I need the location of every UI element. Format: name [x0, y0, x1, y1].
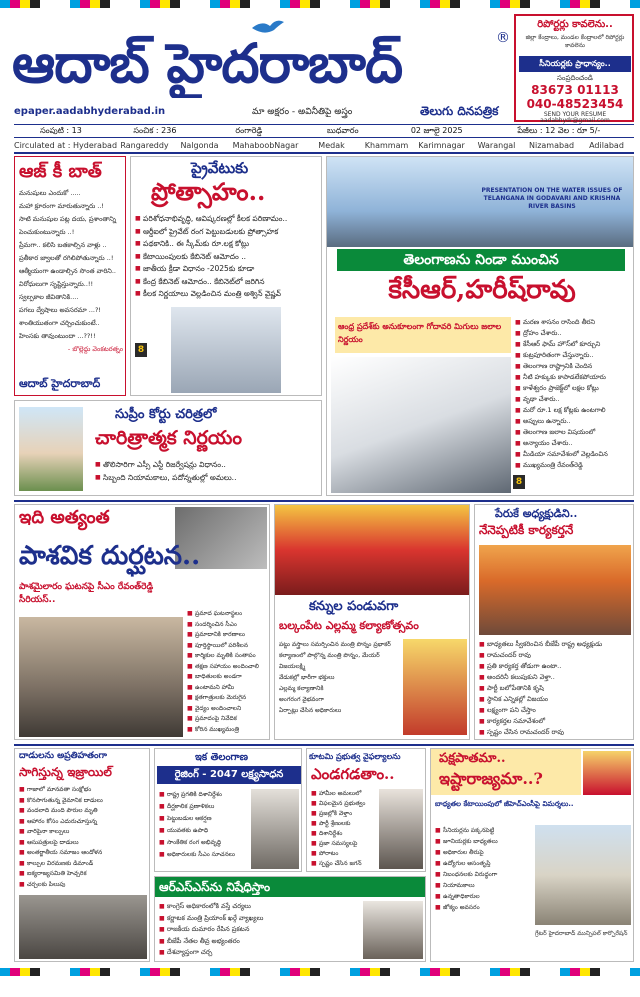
rising-kicker: ఇక తెలంగాణ — [195, 752, 249, 763]
edition-item: Circulated at : Hyderabad — [14, 141, 118, 150]
bullet: ■ రాష్ట్ర ప్రగతికి దిశానిర్దేశం — [159, 789, 249, 801]
festival-photo-2 — [403, 639, 467, 735]
bullet: ■ ప్రజల్లోకి వెళ్తాం — [311, 809, 377, 819]
ad-phone-1: 83673 01113 — [531, 83, 619, 97]
bullet: ■ పోరాటం — [311, 849, 377, 859]
bullet: ■ కార్యకర్తల సమావేశంలో — [479, 716, 631, 727]
bullet: ■ పరిశోధనాభివృద్ధి, ఆవిష్కరణల్లో కీలక పరిణామం.. — [135, 213, 319, 226]
telangana-headline: కేసీఆర్,హరీష్‌రావు — [388, 275, 576, 305]
bullet: ■ ఉన్నతాధికారుల — [435, 891, 531, 902]
bullet: ■ స్థానిక ఎన్నికల్లో విజయం — [479, 694, 631, 705]
bullet: ■ జూనియర్లకు బాధ్యతలు — [435, 836, 531, 847]
gaza-photo — [19, 895, 147, 959]
recruitment-ad — [514, 14, 634, 122]
israel-headline: సాగిస్తున్న ఇజ్రాయిల్ — [19, 765, 112, 779]
bullet: ■ ద్రోహం చేశారు.. — [515, 328, 633, 339]
epaper-url[interactable]: epaper.aadabhyderabad.in — [14, 106, 166, 117]
bullet: ■ క్షతగాత్రులకు మెరుగైన — [187, 693, 269, 704]
tragedy-story — [14, 504, 270, 740]
ad-band: సీనియర్లకు ప్రాధాన్యం.. — [519, 56, 631, 72]
bullet: ■ నిబంధనలకు విరుద్ధంగా — [435, 869, 531, 880]
masthead-title: ఆదాబ్ హైదరాబాద్ — [12, 31, 403, 95]
bullet: ■ కోరిన ముఖ్యమంత్రి — [187, 725, 269, 736]
column-line: విరోధులుగా సృష్టిస్తున్నారు..!! — [19, 280, 94, 288]
bullet: ■ కాళేశ్వరం ప్రాజెక్ట్‌లో లక్షల కోట్లు — [515, 383, 633, 394]
festival-headline: బల్కంపేట ఎల్లమ్మ కల్యాణోత్సవం — [279, 619, 419, 632]
bullet: ■ ప్రమాదానికి కారణాలు — [187, 630, 269, 641]
partiality-kicker: పక్షపాతమా.. — [439, 751, 506, 766]
israel-bullets — [19, 785, 147, 890]
bullet: ■ చర్చలకు పిలుపు — [19, 880, 147, 891]
edition-item: Khammam — [364, 141, 409, 150]
partiality-headline: ఇష్టారాజ్యమా..? — [439, 769, 543, 788]
bullet: ■ కొనసాగుతున్న వైమానిక దాడులు — [19, 796, 147, 807]
bullet: ■ తెలంగాణ రాష్ట్రానికి చెందిన — [515, 361, 633, 372]
date: 02 జూలై 2025 — [410, 125, 463, 135]
column-line: ప్రతీకార జ్వాలతో రగిలిపోతున్నారు ..! — [19, 254, 114, 262]
bullet: ■ రామచందర్ రావు — [479, 650, 631, 661]
israel-kicker: దాడులను అప్రతిహతంగా — [19, 751, 107, 761]
bullet: ■ దీర్ఘకాలిక ప్రణాళికలు — [159, 801, 249, 813]
tragedy-headline: పాశవిక దుర్ఘటన.. — [19, 541, 201, 571]
bjp-kicker: పేరుకే అధ్యక్షుడిని.. — [495, 507, 578, 520]
bullet: ■ పెట్టుబడుల ఆకర్షణ — [159, 813, 249, 825]
tragedy-subhead: పాశమైలారం ఘటనపై సీఎం రేవంత్‌రెడ్డి సీరియస్.. — [19, 582, 154, 605]
telangana-kicker: తెలంగాణను నిండా ముంచిన — [403, 252, 559, 268]
bullet: ■ మరణ శాసనం రాసింది తీరని — [515, 317, 633, 328]
registered-mark: ® — [496, 30, 510, 46]
column-line: ప్రేమగా.. కలిసి బతకాల్సిన వాళ్లు .. — [19, 241, 107, 249]
bullet: ■ పార్టీ శ్రేణులకు — [311, 819, 377, 829]
bullet: ■ ముఖ్యమంత్రి రేవంత్‌రెడ్డి — [515, 460, 633, 471]
bullet: ■ కర్ణాటక మంత్రి ప్రియాంక్ ఖర్గే వ్యాఖ్యలు — [159, 913, 359, 925]
bullet: ■ పథకానికి.. ఈ స్కీమ్‌కు రూ.లక్ష కోట్లు — [135, 238, 319, 251]
private-sector-story — [130, 156, 322, 396]
leader-photo — [379, 789, 423, 869]
bullet: ■ కాల్పుల విరమణకు డిమాండ్ — [19, 859, 147, 870]
private-bullets — [135, 213, 319, 301]
festival-photo — [275, 505, 470, 595]
minister-photo — [171, 307, 281, 393]
ad-send-resume: SEND YOUR RESUME — [543, 111, 607, 118]
bullet: ■ ఉంటామని హామీ — [187, 683, 269, 694]
bullet: ■ కీలక నిర్ణయాలు వెల్లడించిన మంత్రి అశ్విన్ వైష్ణవ్ — [135, 288, 319, 301]
bullet: ■ ఆసుపత్రులపై దాడులు — [19, 838, 147, 849]
festival-line: అంగరంగ వైభవంగా — [279, 696, 324, 703]
israel-story — [14, 748, 150, 962]
festival-line: ఎల్లమ్మ కల్యాణానికి — [279, 685, 324, 692]
bullet: ■ అంతర్జాతీయ సమాజం ఆందోళన — [19, 848, 147, 859]
bullet: ■ మీడియా సమావేశంలో వెల్లడించిన — [515, 449, 633, 460]
bullet: ■ ఆహారం కోసం ఎదురుచూస్తున్న — [19, 817, 147, 828]
bullet: ■ జోక్యం అవసరం — [435, 902, 531, 913]
private-kicker: ప్రైవేటుకు — [191, 159, 249, 177]
bullet: ■ అందరినీ కలుపుకుని వెళ్తా.. — [479, 672, 631, 683]
daily-label: తెలుగు దినపత్రిక — [420, 104, 499, 118]
edition-item: MahaboobNagar — [232, 141, 299, 150]
column-line: మహా క్రూరంగా మారుతున్నారు ..! — [19, 202, 105, 210]
header-rule — [14, 152, 634, 154]
bullet: ■ లక్ష్యంగా పని చేస్తాం — [479, 705, 631, 716]
festival-line: పట్టు వస్త్రాలు సమర్పించిన మంత్రి పొన్నం ప్రభాకర్ — [279, 641, 391, 648]
edition-item: Warangal — [477, 141, 516, 150]
bullet: ■ జాతీయ క్రీడా విధానం -2025కు కూడా — [135, 263, 319, 276]
bullet: ■ బాధ్యతలు స్వీకరించిన బీజేపీ రాష్ట్ర అధ్యక్షుడు — [479, 639, 631, 650]
telangana-lead-story — [326, 156, 634, 496]
section-rule — [14, 500, 634, 502]
bullet: ■ స్పష్టం చేసిన జగన్ — [311, 859, 377, 869]
coalition-kicker: కూటమి ప్రభుత్వ వైఫల్యాలను — [309, 751, 401, 761]
coalition-bullets — [311, 789, 377, 869]
bullet: ■ పూర్తిస్థాయిలో పరిశీలన — [187, 641, 269, 652]
ad-contact-label: సంప్రదించండి — [557, 74, 593, 82]
bullet: ■ హామీల అమలులో — [311, 789, 377, 799]
presentation-caption: PRESENTATION ON THE WATER ISSUES OF TELANGANA IN GODAVARI AND KRISHNA RIVER BASINS — [481, 187, 623, 210]
bullet: ■ సాంకేతిక రంగ అభివృద్ధి — [159, 837, 249, 849]
partiality-caption: గ్రేటర్ హైదరాబాద్ మున్సిపల్ కార్పొరేషన్ — [535, 930, 628, 937]
bullet: ■ ఐక్యరాజ్యసమితి హెచ్చరిక — [19, 869, 147, 880]
column-logo: ఆదాబ్ హైదరాబాద్ — [19, 377, 101, 390]
rss-headline: ఆర్ఎస్ఎస్‌ను నిషేధిస్తాం — [159, 880, 271, 894]
supreme-kicker: సుప్రీం కోర్టు చరిత్రలో — [115, 407, 217, 422]
column-line: పగలు ద్వేషాలు అవసరమా ...?! — [19, 306, 102, 314]
bullet: ■ సిబ్బంది నియామకాలు, పదోన్నతుల్లో అమలు.. — [95, 472, 319, 485]
bullet: ■ ప్రమాదంపై నివేదిక — [187, 714, 269, 725]
bullet: ■ అధికారులకు సీఎం సూచనలు — [159, 849, 249, 861]
bullet: ■ మరో రూ.1 లక్ష కోట్లకు ఉంటగాలి — [515, 405, 633, 416]
festival-line: విజయలక్ష్మి — [279, 663, 306, 670]
pages-price: పేజీలు : 12 వెల : రూ 5/- — [517, 125, 601, 135]
issue-info-bar — [14, 124, 634, 138]
ad-title: రిపోర్టర్లు కావలెను.. — [537, 19, 613, 30]
bullet: ■ కార్మికుల మృతికి సంతాపం — [187, 651, 269, 662]
edition-item: Nizamabad — [528, 141, 575, 150]
column-line: పెంచుకుంటున్నారు ..! — [19, 228, 75, 236]
tragedy-bullets — [187, 609, 269, 735]
ad-email: aadabhydr@gmail.com — [540, 117, 610, 124]
bullet: ■ తెలంగాణ జలాల విషయంలో — [515, 427, 633, 438]
partiality-story — [430, 748, 634, 962]
ad-phone-2: 040-48523454 — [526, 97, 624, 111]
edition-item: Medak — [318, 141, 345, 150]
festival-body — [279, 639, 399, 716]
column-title: ఆజ్ కీ బాత్ — [19, 161, 102, 182]
festival-line: కల్యాణంలో పాల్గొన్న మంత్రి పొన్నం, మేయర్ — [279, 652, 380, 659]
bjp-bullets — [479, 639, 631, 738]
bjp-event-photo — [479, 545, 631, 635]
bullet: ■ తక్షణ సహాయం అందించాలి — [187, 662, 269, 673]
telangana-subhead: ఆంధ్ర ప్రదేశ్‌కు అనుకూలంగా గోదావరి మిగులు జలాల నిర్ణయం — [335, 317, 511, 353]
supreme-court-story — [14, 400, 322, 496]
weekday: బుధవారం — [326, 125, 359, 135]
supreme-court-photo — [19, 407, 83, 491]
page-8-badge: 8 — [135, 343, 147, 357]
place: రంగారెడ్డి — [235, 125, 263, 135]
column-author: - బొల్లెద్దు వెంకటరత్నం — [67, 345, 123, 353]
bullet: ■ తొలిసారిగా ఎస్సీ ఎస్టీ రిజర్వేషన్లు విధానం.. — [95, 459, 319, 472]
official-photo — [251, 789, 299, 869]
volume: సంపుటి : 13 — [40, 125, 82, 135]
edition-item: Nalgonda — [180, 141, 219, 150]
bullet: ■ నియామకాలు — [435, 880, 531, 891]
festival-line: ఏర్పాట్లు చేసిన అధికారులు — [279, 707, 342, 714]
bullet: ■ ఆర్డీఐలో ప్రైవేట్ రంగ పెట్టుబడులకు ప్రోత్సాహక — [135, 226, 319, 239]
crop-marks-top — [0, 0, 640, 8]
column-line: మనుషులు ఎందుకో ..... — [19, 189, 81, 197]
festival-line: వేడుకల్లో భారీగా భక్తులు — [279, 674, 335, 681]
bullet: ■ బీజేపీ నేతల తీవ్ర అభ్యంతరం — [159, 936, 359, 948]
partiality-bullets — [435, 825, 531, 913]
bullet: ■ సందర్శించిన సీఎం — [187, 620, 269, 631]
tagline: మా అక్షరం - అవినీతిపై అస్త్రం — [252, 107, 353, 117]
bullet: ■ ప్రమాద ఘటనాస్థలం — [187, 609, 269, 620]
cm-visit-photo — [19, 617, 183, 737]
bullet: ■ రాజకీయ దుమారం రేపిన ప్రకటన — [159, 924, 359, 936]
telangana-rising-story — [154, 748, 302, 872]
festival-kicker: కన్నుల పండువగా — [309, 599, 399, 614]
bullet: ■ కేసీఆర్ ఫామ్ హౌస్‌లో కూర్చుని — [515, 339, 633, 350]
partiality-subhead: బాధ్యతల కేటాయింపులో జీహెచ్ఎంసీపై విమర్శలు.. — [435, 800, 574, 808]
column-body — [19, 187, 123, 356]
bullet: ■ నీటి హక్కుకు కాపాడలేకపోయారు — [515, 372, 633, 383]
issue: సంచిక : 236 — [133, 125, 177, 135]
bullet: ■ కేంద్ర కేబినెట్ ఆమోదం.. కేబినెట్‌లో జరిగిన — [135, 276, 319, 289]
bullet: ■ యువతకు ఉపాధి — [159, 825, 249, 837]
bullet: ■ వృథా చేశారు.. — [515, 394, 633, 405]
supreme-headline: చారిత్రాత్మక నిర్ణయం — [95, 427, 242, 449]
rss-bullets — [159, 901, 359, 959]
private-headline: ప్రోత్సాహం.. — [151, 177, 266, 206]
telangana-bullets — [515, 317, 633, 471]
edition-item: Adilabad — [589, 141, 624, 150]
rss-ban-story — [154, 876, 426, 962]
bullet: ■ ప్రజా సమస్యలపై — [311, 839, 377, 849]
bullet: ■ వారిపైనా కాల్పులు — [19, 827, 147, 838]
rising-bullets — [159, 789, 249, 861]
bullet: ■ స్పష్టం చేసిన రామచందర్ రావు — [479, 727, 631, 738]
bjp-president-story — [474, 504, 634, 740]
bullet: ■ కుట్రపూరితంగా చేస్తున్నారు.. — [515, 350, 633, 361]
column-line: హింసకు తావుంటుందా ...??!! — [19, 332, 96, 340]
section-rule — [14, 744, 634, 746]
bullet: ■ విఫలమైన ప్రభుత్వం — [311, 799, 377, 809]
aaj-ki-baat-column — [14, 156, 126, 396]
edition-item: Rangareddy — [120, 141, 169, 150]
bullet: ■ కాంగ్రెస్ అధికారంలోకి వస్తే చర్యలు — [159, 901, 359, 913]
bullet: ■ ఉద్యోగుల అసంతృప్తి — [435, 858, 531, 869]
bullet: ■ వందలాది మంది పౌరుల మృతి — [19, 806, 147, 817]
column-line: ఆత్మీయంగా ఉండాల్సిన సొంత వారిని.. — [19, 267, 117, 275]
bullet: ■ ప్రతి కార్యకర్త తోడుగా ఉంటా.. — [479, 661, 631, 672]
bullet: ■ సీనియర్లను పక్కనపెట్టి — [435, 825, 531, 836]
minister-photo-2 — [363, 901, 423, 959]
tragedy-kicker: ఇది అత్యంత — [19, 507, 110, 528]
editions-bar — [14, 139, 634, 152]
column-line: శాంతియుతంగా చర్చించుకుంటే.. — [19, 319, 100, 327]
ghmc-building-photo — [535, 825, 631, 925]
edition-item: Karimnagar — [418, 141, 465, 150]
bullet: ■ దిశానిర్దేశం — [311, 829, 377, 839]
bullet: ■ దేశవ్యాప్తంగా చర్చ — [159, 947, 359, 959]
bullet: ■ గాజాలో మానవతా సంక్షోభం — [19, 785, 147, 796]
supreme-bullets — [95, 459, 319, 484]
ad-subtitle: జిల్లా కేంద్రాలు, మండల కేంద్రాలలో రిపోర్టర్లు కావలెను — [525, 34, 625, 49]
rising-headline: రైజింగ్ - 2047 లక్ష్యసాధన — [174, 769, 284, 780]
bullet: ■ అన్యాయం చేశారు.. — [515, 438, 633, 449]
page-8-badge: 8 — [513, 475, 525, 489]
coalition-story — [306, 748, 426, 872]
column-line: సాటి మనుషుల పట్ల దయ, ప్రశాంతాన్ని — [19, 215, 117, 223]
bullet: ■ కేటాయింపులకు కేబినెట్ ఆమోదం .. — [135, 251, 319, 264]
partiality-cartoon — [583, 751, 631, 795]
bullet: ■ బాధితులకు అండగా — [187, 672, 269, 683]
bullet: ■ పార్టీ బలోపేతానికి కృషి — [479, 683, 631, 694]
bullet: ■ అప్పులు ఉన్నారు.. — [515, 416, 633, 427]
column-line: స్వల్పకాల జీవితానికి.... — [19, 293, 79, 301]
yellamma-festival-story — [274, 504, 470, 740]
bullet: ■ వైద్యం అందించాలని — [187, 704, 269, 715]
cm-photo — [331, 357, 511, 493]
bullet: ■ అధికారుల తీరుపై — [435, 847, 531, 858]
bjp-headline: నేనెప్పటికీ కార్యకర్తనే — [479, 523, 574, 537]
coalition-headline: ఎండగడతాం.. — [311, 765, 395, 783]
crop-marks-bottom — [0, 968, 640, 976]
